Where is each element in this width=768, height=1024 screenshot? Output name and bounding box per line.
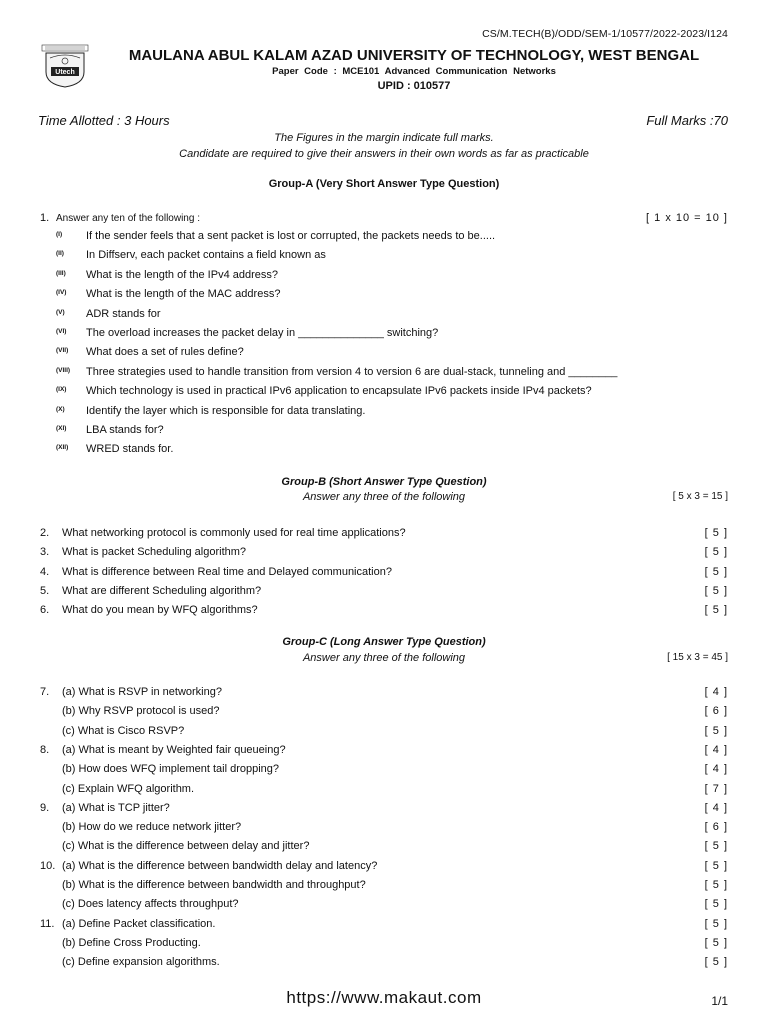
group-c-instruction: Answer any three of the following <box>302 652 466 664</box>
item-roman-numeral: (V) <box>56 308 65 316</box>
list-item <box>56 366 617 378</box>
item-roman-numeral: (IX) <box>56 386 67 394</box>
item-text: If the sender feels that a sent packet is lost or corrupted, the packets needs to be..... <box>86 230 496 242</box>
question-text: (b) Why RSVP protocol is used? <box>62 705 220 718</box>
group-b-instruction: Answer any three of the following <box>302 491 466 503</box>
question-marks: [ 4 ] <box>704 763 728 776</box>
question-text: (c) What is Cisco RSVP? <box>62 724 185 737</box>
footer-url[interactable]: https://www.makaut.com <box>286 988 482 1007</box>
question-number: 2. <box>40 527 50 539</box>
question-text: (c) Define expansion algorithms. <box>62 956 220 969</box>
question-marks: [ 5 ] <box>704 917 728 930</box>
question-number: 11. <box>40 917 55 930</box>
question-marks: [ 5 ] <box>704 584 728 597</box>
item-roman-numeral: (II) <box>56 250 64 258</box>
group-a-marks: [ 1 x 10 = 10 ] <box>646 212 728 224</box>
question-row <box>40 585 261 597</box>
question-row <box>40 566 392 578</box>
question-marks: [ 5 ] <box>704 879 728 891</box>
group-c-marks: [ 15 x 3 = 45 ] <box>667 652 728 663</box>
question-text: (c) What is the difference between delay and jitter? <box>62 840 310 853</box>
group-a-title: Group-A (Very Short Answer Type Question) <box>268 178 500 190</box>
item-text: LBA stands for? <box>86 424 164 436</box>
item-roman-numeral: (VII) <box>56 347 69 355</box>
item-roman-numeral: (I) <box>56 231 63 238</box>
question-number: 6. <box>40 604 50 617</box>
item-roman-numeral: (X) <box>56 405 65 413</box>
question-number: 4. <box>40 565 50 578</box>
list-item <box>56 346 244 358</box>
item-text: ADR stands for <box>86 307 161 320</box>
question-text: What is difference between Real time and Delayed communication? <box>62 565 392 578</box>
item-text: WRED stands for. <box>86 443 174 456</box>
list-item <box>56 288 280 300</box>
item-roman-numeral: (XII) <box>56 444 69 452</box>
question-number: 9. <box>40 801 50 814</box>
question-text: (a) What is RSVP in networking? <box>62 686 222 698</box>
list-item <box>56 405 365 417</box>
upid: UPID : 010577 <box>377 80 451 92</box>
page-number: 1/1 <box>711 994 728 1008</box>
list-item <box>56 327 438 339</box>
list-item <box>56 385 592 397</box>
paper-code: Paper Code : MCE101 Advanced Communication Networks <box>272 66 556 77</box>
question-marks: [ 5 ] <box>704 898 728 911</box>
question-text: (b) What is the difference between bandwidth and throughput? <box>62 879 366 891</box>
item-text: Which technology is used in practical IPv6 application to encapsulate IPv6 packets inside IPv4 packets? <box>86 385 592 398</box>
question-number: 7. <box>40 686 50 698</box>
item-text: What does a set of rules define? <box>86 346 244 359</box>
question-text: (a) What is the difference between bandwidth delay and latency? <box>62 859 378 872</box>
question-marks: [ 6 ] <box>704 821 728 834</box>
question-marks: [ 5 ] <box>704 859 728 872</box>
item-roman-numeral: (VI) <box>56 328 67 335</box>
question-marks: [ 5 ] <box>704 956 728 969</box>
question-text: What is packet Scheduling algorithm? <box>62 546 247 559</box>
group-c-title: Group-C (Long Answer Type Question) <box>282 636 486 648</box>
item-text: What is the length of the IPv4 address? <box>86 268 279 281</box>
item-text: Three strategies used to handle transition from version 4 to version 6 are dual-stack, tunneling and ________ <box>86 365 618 378</box>
question-number: 8. <box>40 743 50 756</box>
item-roman-numeral: (III) <box>56 269 66 277</box>
question-marks: [ 5 ] <box>704 840 728 853</box>
list-item <box>56 443 173 455</box>
question-marks: [ 5 ] <box>704 604 728 617</box>
question-text: (c) Does latency affects throughput? <box>62 898 239 911</box>
item-roman-numeral: (VIII) <box>56 366 71 374</box>
question-marks: [ 4 ] <box>704 801 728 814</box>
group-b-marks: [ 5 x 3 = 15 ] <box>672 491 728 502</box>
question-marks: [ 5 ] <box>704 565 728 578</box>
question-number: 10. <box>40 859 56 872</box>
question-text: Answer any ten of the following : <box>56 213 200 224</box>
list-item <box>56 308 161 320</box>
list-item <box>56 269 278 281</box>
document-code: CS/M.TECH(B)/ODD/SEM-1/10577/2022-2023/I124 <box>482 28 728 40</box>
question-marks: [ 5 ] <box>704 546 728 559</box>
question-marks: [ 5 ] <box>704 527 728 539</box>
full-marks: Full Marks :70 <box>646 113 728 128</box>
question-text: (a) Define Packet classification. <box>62 917 216 930</box>
time-allotted: Time Allotted : 3 Hours <box>38 113 170 128</box>
question-marks: [ 4 ] <box>704 743 728 756</box>
question-row <box>40 546 246 558</box>
question-marks: [ 4 ] <box>704 686 728 698</box>
group-b-title: Group-B (Short Answer Type Question) <box>281 476 487 488</box>
question-text: (a) What is TCP jitter? <box>62 801 170 814</box>
item-text: In Diffserv, each packet contains a field known as <box>86 249 326 262</box>
group-a-question <box>40 212 200 224</box>
item-text: Identify the layer which is responsible for data translating. <box>86 404 366 417</box>
question-text: (c) Explain WFQ algorithm. <box>62 782 195 795</box>
instruction-note-1: The Figures in the margin indicate full marks. <box>274 132 494 144</box>
question-number: 1. <box>40 212 50 224</box>
question-text: What do you mean by WFQ algorithms? <box>62 604 258 617</box>
question-text: (b) How does WFQ implement tail dropping? <box>62 763 280 776</box>
svg-text:Utech: Utech <box>55 69 75 76</box>
item-text: The overload increases the packet delay in ______________ switching? <box>86 327 439 339</box>
question-row <box>40 527 406 539</box>
instruction-note-2: Candidate are required to give their answers in their own words as far as practicable <box>179 148 589 160</box>
question-marks: [ 5 ] <box>704 724 728 737</box>
question-marks: [ 7 ] <box>704 782 728 795</box>
question-text: What are different Scheduling algorithm? <box>62 584 262 597</box>
question-text: (b) Define Cross Producting. <box>62 936 201 949</box>
question-text: (b) How do we reduce network jitter? <box>62 821 242 834</box>
university-name: MAULANA ABUL KALAM AZAD UNIVERSITY OF TECHNOLOGY, WEST BENGAL <box>128 47 700 64</box>
question-number: 3. <box>40 546 50 559</box>
question-text: (a) What is meant by Weighted fair queueing? <box>62 743 286 756</box>
item-roman-numeral: (IV) <box>56 289 67 297</box>
list-item <box>56 424 164 436</box>
item-roman-numeral: (XI) <box>56 425 67 432</box>
item-text: What is the length of the MAC address? <box>86 288 281 301</box>
question-number: 5. <box>40 584 50 597</box>
list-item <box>56 230 495 242</box>
question-text: What networking protocol is commonly used for real time applications? <box>62 527 406 539</box>
list-item <box>56 249 326 261</box>
question-marks: [ 6 ] <box>704 705 728 718</box>
question-row <box>40 604 258 616</box>
question-marks: [ 5 ] <box>704 936 728 949</box>
